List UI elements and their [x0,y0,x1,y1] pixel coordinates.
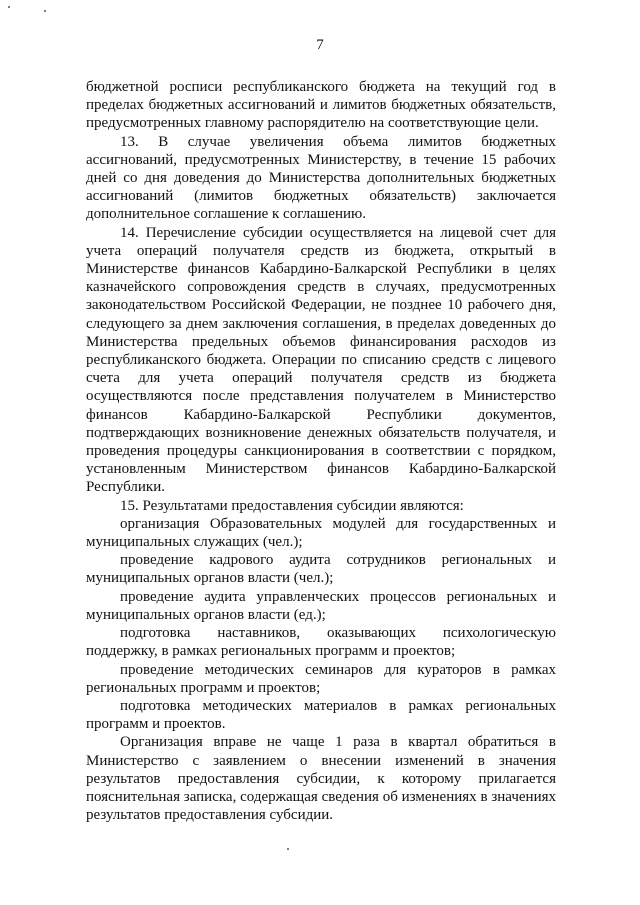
result-list-item: проведение кадрового аудита сотрудников региональных и муниципальных органов власти (чел.); [86,552,556,587]
paragraph-item-15: 15. Результатами предоставления субсидии являются: [120,497,464,514]
result-list-item: проведение методических семинаров для кураторов в рамках региональных программ и проектов; [86,661,556,696]
paragraph: Организация вправе не чаще 1 раза в квартал обратиться в Министерство с заявлением о внесении изменений в значения результатов предоставления субсидии, к которому прилагается пояснительная записка, содержащая сведения об изменениях в значениях результатов предоставления субсидии. [86,734,556,824]
scan-artifact [287,848,289,850]
result-list-item: подготовка методических материалов в рамках региональных программ и проектов. [86,697,556,733]
result-list-item: проведение аудита управленческих процессов региональных и муниципальных органов власти (ед.); [86,588,556,623]
paragraph-item-14: 14. Перечисление субсидии осуществляется на лицевой счет для учета операций получателя средств из бюджета, открытый в Министерстве финансов Кабардино-Балкарской Республики в целях казначейского сопровождения средств в случаях, предусмотренных законодательством Российской Федерации, не позднее 10 рабочего дня, следующего за днем заключения соглашения, в пределах доведенных до Министерства предельных объемов финансирования расходов из республиканского бюджета. Операции по списанию средств с лицевого счета для учета операций получателя средств из бюджета осуществляются после представления получателем в Министерство финансов Кабардино-Балкарской Республики документов, подтверждающих возникновение денежных обязательств получателя, и проведения процедуры санкционирования в соответствии с порядком, установленным Министерством финансов Кабардино-Балкарской Республики. [86,224,556,496]
result-list-item: подготовка наставников, оказывающих психологическую поддержку, в рамках региональных программ и проектов; [86,625,556,660]
document-body [86,78,556,824]
scan-artifact [8,6,10,8]
scan-artifact [44,10,46,12]
page-number: 7 [316,37,324,53]
paragraph: бюджетной росписи республиканского бюджета на текущий год в пределах бюджетных ассигнований и лимитов бюджетных обязательств, предусмотренных главному распорядителю на соответствующие цели. [86,79,556,132]
result-list-item: организация Образовательных модулей для государственных и муниципальных служащих (чел.); [86,515,556,551]
paragraph-item-13: 13. В случае увеличения объема лимитов бюджетных ассигнований, предусмотренных Министерству, в течение 15 рабочих дней со дня доведения до Министерства дополнительных бюджетных ассигнований (лимитов бюджетных обязательств) заключается дополнительное соглашение к соглашению. [86,133,556,223]
